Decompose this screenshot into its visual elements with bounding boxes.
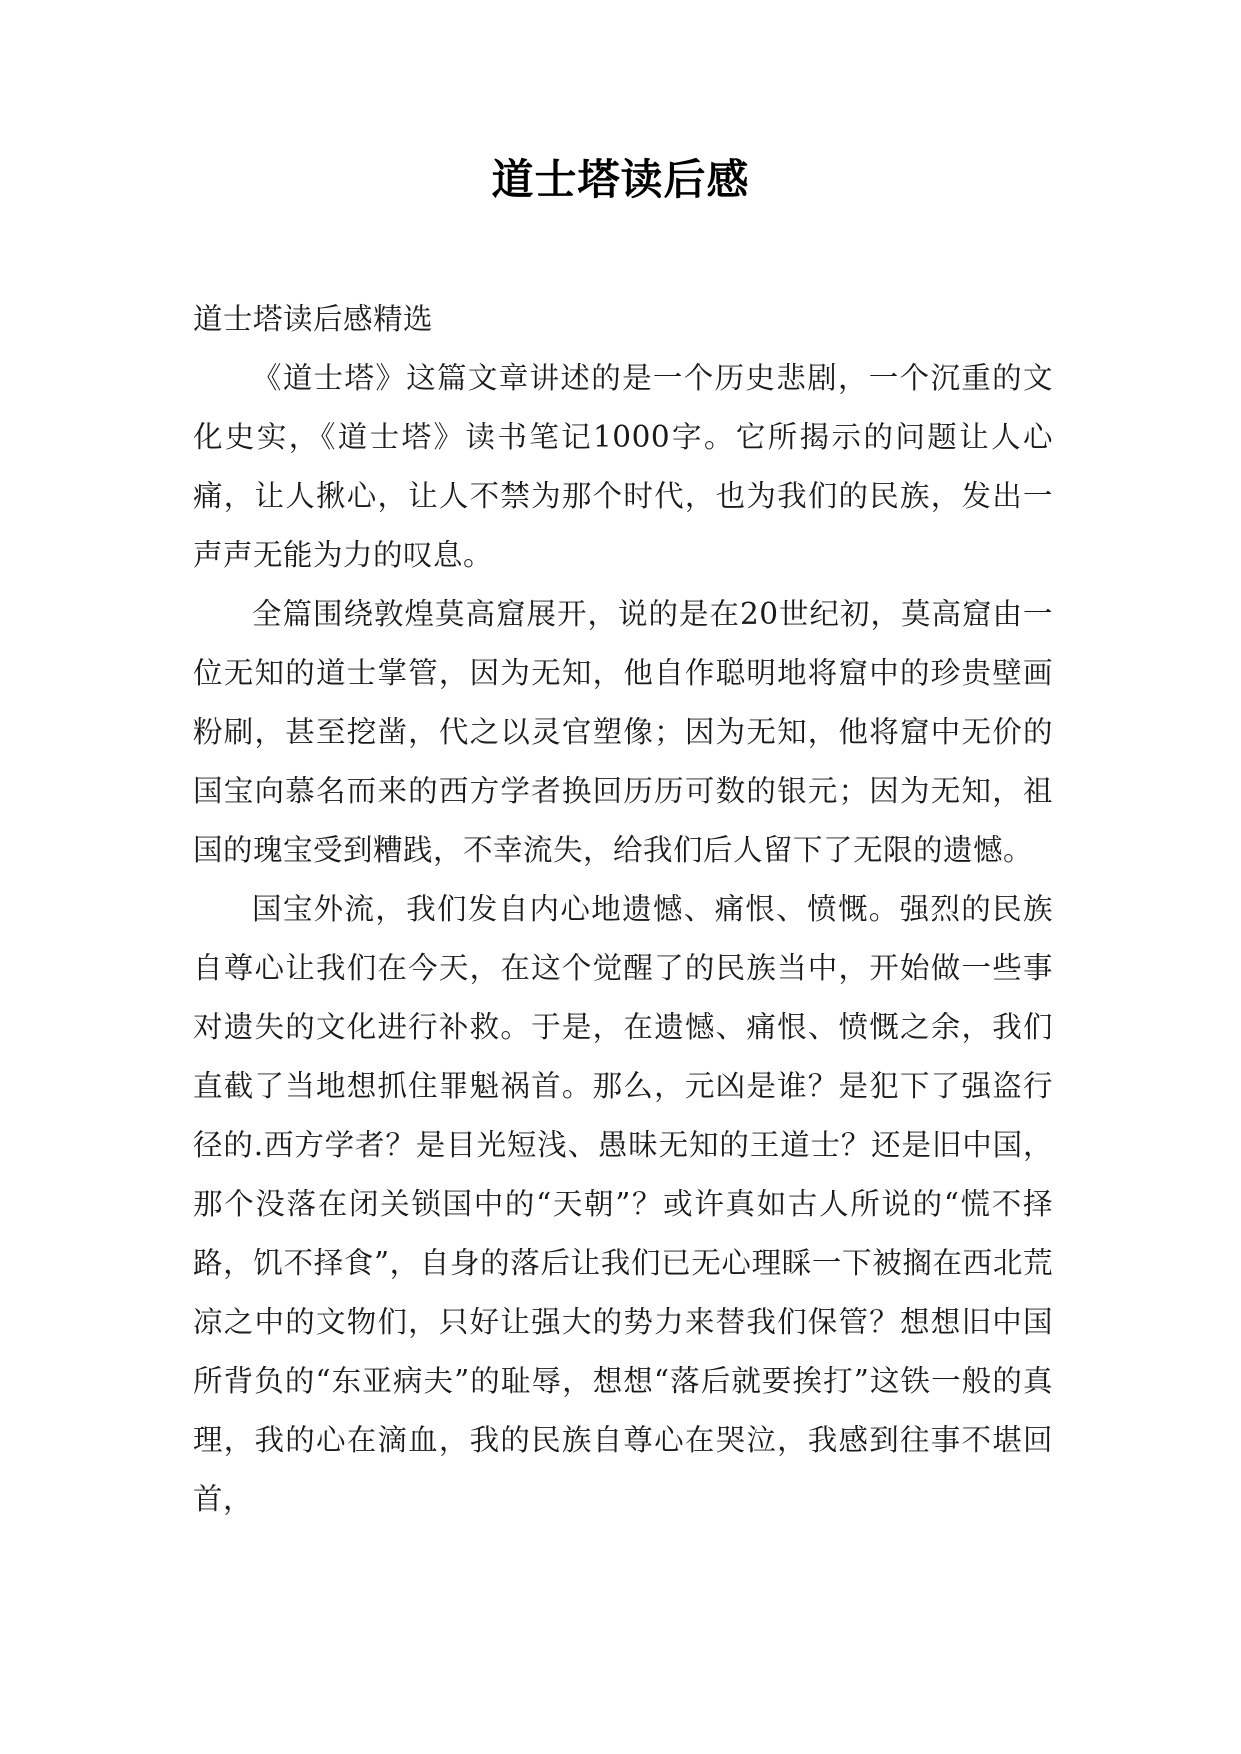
document-title: 道士塔读后感 <box>491 155 750 204</box>
document-subtitle: 道士塔读后感精选 <box>193 302 434 336</box>
paragraph: 全篇围绕敦煌莫高窟展开，说的是在20世纪初，莫高窟由一位无知的道士掌管，因为无知，他自作聪明地将窟中的珍贵壁画粉刷，甚至挖凿，代之以灵官塑像；因为无知，他将窟中无价的国宝向慕名而来的西方学者换回历历可数的银元；因为无知，祖国的瑰宝受到糟践，不幸流失，给我们后人留下了无限的遗憾。 <box>193 597 1053 867</box>
paragraph: 《道士塔》这篇文章讲述的是一个历史悲剧，一个沉重的文化史实，《道士塔》读书笔记1000字。它所揭示的问题让人心痛，让人揪心，让人不禁为那个时代，也为我们的民族，发出一声声无能为力的叹息。 <box>193 361 1053 572</box>
document-body <box>193 290 1053 1529</box>
paragraph: 国宝外流，我们发自内心地遗憾、痛恨、愤慨。强烈的民族自尊心让我们在今天，在这个觉醒了的民族当中，开始做一些事对遗失的文化进行补救。于是，在遗憾、痛恨、愤慨之余，我们直截了当地想抓住罪魁祸首。那么，元凶是谁？是犯下了强盗行径的.西方学者？是目光短浅、愚昧无知的王道士？还是旧中国，那个没落在闭关锁国中的“天朝”？或许真如古人所说的“慌不择路，饥不择食”，自身的落后让我们已无心理睬一下被搁在西北荒凉之中的文物们，只好让强大的势力来替我们保管？想想旧中国所背负的“东亚病夫”的耻辱，想想“落后就要挨打”这铁一般的真理，我的心在滴血，我的民族自尊心在哭泣，我感到往事不堪回首， <box>193 892 1053 1516</box>
